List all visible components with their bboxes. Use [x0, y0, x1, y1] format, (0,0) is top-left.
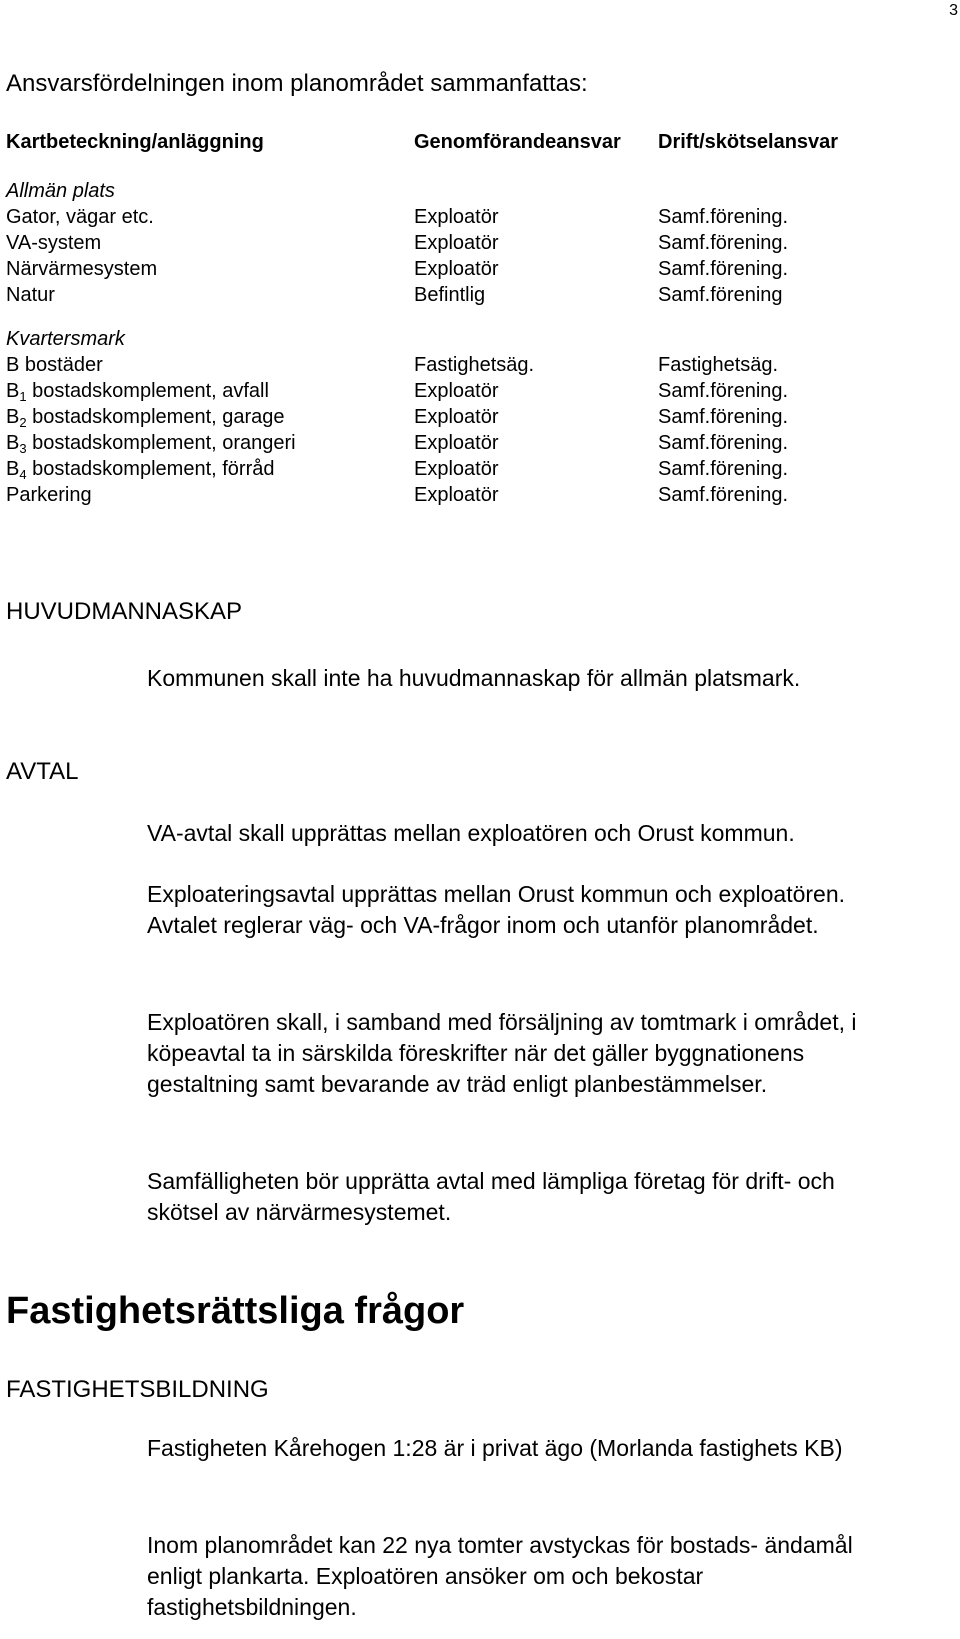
row-name: $B_2$ bostadskomplement, garage	[6, 406, 285, 430]
page-number: 3	[949, 2, 958, 19]
row-impl: Exploatör	[414, 432, 499, 454]
column-header: Drift/skötselansvar	[658, 131, 839, 153]
column-header: Genomförandeansvar	[414, 131, 621, 153]
fastighet-paragraph: Fastigheten Kårehogen 1:28 är i privat ägo (Morlanda fastighets KB)	[147, 1435, 843, 1461]
row-maint: Samf.förening.	[658, 380, 789, 402]
row-impl: Exploatör	[414, 206, 499, 228]
table-header-row	[6, 128, 906, 156]
table-row	[6, 256, 906, 282]
row-name: Gator, vägar etc.	[6, 206, 154, 228]
row-maint: Samf.förening.	[658, 206, 789, 228]
row-maint: Samf.förening	[658, 284, 783, 306]
row-name: Närvärmesystem	[6, 258, 158, 280]
row-impl: Exploatör	[414, 232, 499, 254]
row-name: Natur	[6, 284, 55, 306]
row-name: $B_1$ bostadskomplement, avfall	[6, 380, 269, 404]
responsibility-table	[6, 128, 906, 508]
row-maint: Samf.förening.	[658, 432, 789, 454]
row-name: VA-system	[6, 232, 102, 254]
table-row	[6, 456, 906, 482]
row-impl: Exploatör	[414, 458, 499, 480]
avtal-paragraph: Exploateringsavtal upprättas mellan Orust kommun och exploatören. Avtalet reglerar väg- och VA-frågor inom och utanför planområdet.	[147, 881, 846, 938]
fastighet-paragraph: Inom planområdet kan 22 nya tomter avstyckas för bostads- ändamål enligt plankarta. Exploatören ansöker om och bekostar fastighetsbildningen.	[147, 1532, 853, 1620]
row-name: $B_3$ bostadskomplement, orangeri	[6, 432, 296, 456]
row-impl: Befintlig	[414, 284, 486, 306]
avtal-paragraph: VA-avtal skall upprättas mellan exploatören och Orust kommun.	[147, 820, 795, 846]
column-header: Kartbeteckning/anläggning	[6, 131, 264, 153]
row-impl: Fastighetsäg.	[414, 354, 535, 376]
avtal-paragraph: Samfälligheten bör upprätta avtal med lämpliga företag för drift- och skötsel av närvärmesystemet.	[147, 1168, 835, 1225]
row-name: Parkering	[6, 484, 92, 506]
intro-text: Ansvarsfördelningen inom planområdet sammanfattas:	[6, 70, 588, 97]
row-maint: Samf.förening.	[658, 484, 789, 506]
group-title: Allmän plats	[6, 180, 115, 202]
avtal-paragraph: Exploatören skall, i samband med försäljning av tomtmark i området, i köpeavtal ta in särskilda föreskrifter när det gäller byggnationens gestaltning samt bevarande av träd enligt planbestämmelser.	[147, 1009, 857, 1097]
row-maint: Samf.förening.	[658, 458, 789, 480]
row-name: B bostäder	[6, 354, 103, 376]
row-name: $B_4$ bostadskomplement, förråd	[6, 458, 275, 482]
row-maint: Samf.förening.	[658, 232, 789, 254]
fastighetsbildning-heading: FASTIGHETSBILDNING	[6, 1376, 269, 1403]
row-impl: Exploatör	[414, 380, 499, 402]
table-row	[6, 230, 906, 256]
row-impl: Exploatör	[414, 484, 499, 506]
avtal-heading: AVTAL	[6, 758, 79, 785]
section-title: Fastighetsrättsliga frågor	[6, 1290, 465, 1332]
huvudmannaskap-heading: HUVUDMANNASKAP	[6, 598, 243, 625]
table-row	[6, 282, 906, 308]
table-row	[6, 378, 906, 404]
table-row	[6, 430, 906, 456]
huvudmannaskap-text: Kommunen skall inte ha huvudmannaskap för allmän platsmark.	[147, 665, 801, 691]
table-row	[6, 404, 906, 430]
row-maint: Fastighetsäg.	[658, 354, 779, 376]
table-row	[6, 204, 906, 230]
table-row	[6, 352, 906, 378]
table-row	[6, 482, 906, 508]
row-impl: Exploatör	[414, 406, 499, 428]
group-title: Kvartersmark	[6, 328, 125, 350]
row-maint: Samf.förening.	[658, 406, 789, 428]
row-impl: Exploatör	[414, 258, 499, 280]
row-maint: Samf.förening.	[658, 258, 789, 280]
